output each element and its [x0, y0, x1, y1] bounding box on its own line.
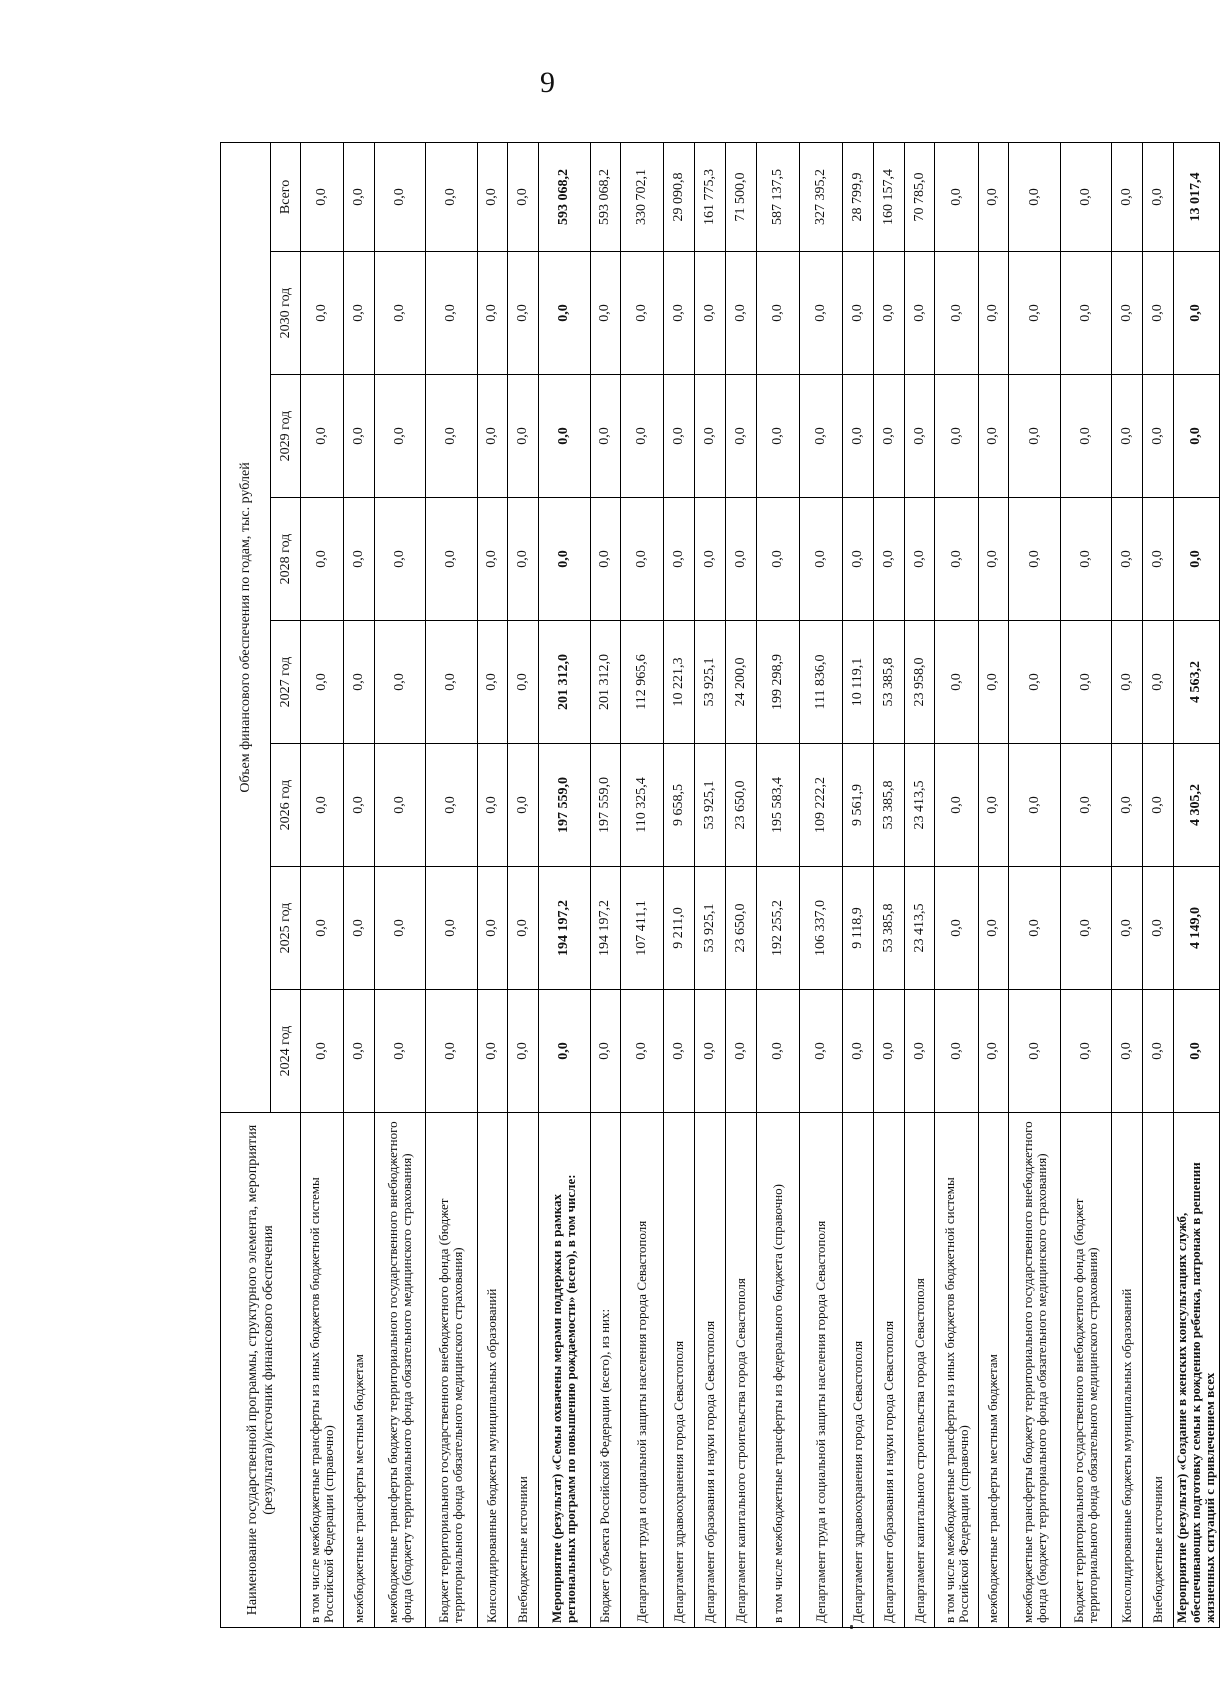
row-label: Мероприятие (результат) «Создание в женских консультациях служб, обеспечивающих подготовку семьи к рождению ребенка, патронаж в решении жизненных ситуаций с привлечением всех [1173, 1113, 1219, 1628]
table-row [1060, 142, 1111, 1627]
row-year-cell: 0,0 [726, 252, 757, 375]
row-year-cell: 0,0 [621, 990, 664, 1113]
row-year-cell: 0,0 [1060, 252, 1111, 375]
row-year-cell: 0,0 [873, 252, 904, 375]
row-year-cell: 0,0 [1142, 375, 1173, 498]
row-year-cell: 0,0 [590, 498, 621, 621]
row-year-cell: 0,0 [374, 867, 425, 990]
header-year: 2024 год [271, 990, 301, 1113]
row-year-cell: 0,0 [426, 621, 477, 744]
table-row [935, 142, 978, 1627]
row-year-cell: 0,0 [477, 621, 508, 744]
row-year-cell: 9 561,9 [843, 744, 874, 867]
row-year-cell: 23 958,0 [904, 621, 935, 744]
row-year-cell: 0,0 [344, 744, 375, 867]
row-year-cell: 0,0 [301, 375, 344, 498]
row-label: Департамент образования и науки города Севастополя [695, 1113, 726, 1628]
row-year-cell: 0,0 [1060, 744, 1111, 867]
row-total-cell: 0,0 [1009, 142, 1060, 251]
row-year-cell: 0,0 [756, 375, 799, 498]
row-year-cell: 0,0 [508, 744, 539, 867]
table-row [590, 142, 621, 1627]
row-total-cell: 327 395,2 [799, 142, 842, 251]
rotated-table-container [220, 143, 1220, 1628]
row-year-cell: 106 337,0 [799, 867, 842, 990]
row-year-cell: 0,0 [904, 375, 935, 498]
row-year-cell: 0,0 [426, 867, 477, 990]
row-label: межбюджетные трансферты местным бюджетам [978, 1113, 1009, 1628]
row-year-cell: 0,0 [843, 498, 874, 621]
table-row [374, 142, 425, 1627]
budget-table [220, 142, 1220, 1628]
row-label: межбюджетные трансферты бюджету территориального государственного внебюджетного фонда (бюджету территориального фонда обязательного медицинского страхования) [374, 1113, 425, 1628]
table-row [1142, 142, 1173, 1627]
row-year-cell: 0,0 [799, 252, 842, 375]
row-total-cell: 28 799,9 [843, 142, 874, 251]
row-year-cell: 0,0 [664, 990, 695, 1113]
row-total-cell: 71 500,0 [726, 142, 757, 251]
row-year-cell: 4 563,2 [1173, 621, 1219, 744]
row-year-cell: 0,0 [1142, 744, 1173, 867]
row-year-cell: 0,0 [590, 990, 621, 1113]
row-year-cell: 0,0 [426, 744, 477, 867]
row-year-cell: 0,0 [978, 375, 1009, 498]
row-year-cell: 0,0 [374, 621, 425, 744]
row-label: Бюджет территориального государственного внебюджетного фонда (бюджет территориального фонда обязательного медицинского страхования) [1060, 1113, 1111, 1628]
row-year-cell: 24 200,0 [726, 621, 757, 744]
row-year-cell: 23 650,0 [726, 867, 757, 990]
row-year-cell: 0,0 [695, 990, 726, 1113]
table-row [695, 142, 726, 1627]
row-year-cell: 201 312,0 [590, 621, 621, 744]
row-label: Консолидированные бюджеты муниципальных образований [1112, 1113, 1143, 1628]
table-row [978, 142, 1009, 1627]
row-label: Консолидированные бюджеты муниципальных образований [477, 1113, 508, 1628]
row-total-cell: 330 702,1 [621, 142, 664, 251]
row-total-cell: 587 137,5 [756, 142, 799, 251]
header-year: 2027 год [271, 621, 301, 744]
table-row [508, 142, 539, 1627]
row-year-cell: 4 149,0 [1173, 867, 1219, 990]
table-row [904, 142, 935, 1627]
table-row [799, 142, 842, 1627]
row-year-cell: 0,0 [539, 252, 590, 375]
row-year-cell: 0,0 [508, 498, 539, 621]
row-year-cell: 0,0 [621, 252, 664, 375]
row-label: Внебюджетные источники [508, 1113, 539, 1628]
row-year-cell: 0,0 [539, 375, 590, 498]
table-row [726, 142, 757, 1627]
row-year-cell: 0,0 [726, 990, 757, 1113]
row-label: в том числе межбюджетные трансферты из иных бюджетов бюджетной системы Российской Федерации (справочно) [935, 1113, 978, 1628]
row-year-cell: 0,0 [843, 375, 874, 498]
row-year-cell: 0,0 [1112, 621, 1143, 744]
row-label: Бюджет территориального государственного внебюджетного фонда (бюджет территориального фонда обязательного медицинского страхования) [426, 1113, 477, 1628]
row-year-cell: 0,0 [1112, 990, 1143, 1113]
row-year-cell: 0,0 [1142, 498, 1173, 621]
row-year-cell: 0,0 [477, 744, 508, 867]
row-year-cell: 0,0 [621, 498, 664, 621]
row-total-cell: 0,0 [935, 142, 978, 251]
row-year-cell: 0,0 [426, 252, 477, 375]
row-year-cell: 0,0 [301, 990, 344, 1113]
row-year-cell: 23 413,5 [904, 744, 935, 867]
row-year-cell: 0,0 [978, 498, 1009, 621]
row-year-cell: 0,0 [1060, 498, 1111, 621]
table-row [873, 142, 904, 1627]
header-year: 2025 год [271, 867, 301, 990]
header-name-column: Наименование государственной программы, структурного элемента, мероприятия (результата)/источник финансового обеспечения [221, 1113, 301, 1628]
row-year-cell: 0,0 [1009, 375, 1060, 498]
row-year-cell: 53 925,1 [695, 621, 726, 744]
row-year-cell: 0,0 [508, 990, 539, 1113]
row-year-cell: 0,0 [1173, 990, 1219, 1113]
row-year-cell: 0,0 [935, 375, 978, 498]
row-year-cell: 0,0 [301, 621, 344, 744]
row-year-cell: 0,0 [374, 375, 425, 498]
row-year-cell: 0,0 [978, 621, 1009, 744]
row-year-cell: 0,0 [935, 744, 978, 867]
table-row [664, 142, 695, 1627]
row-year-cell: 0,0 [935, 621, 978, 744]
row-year-cell: 0,0 [1173, 252, 1219, 375]
row-year-cell: 0,0 [344, 621, 375, 744]
row-year-cell: 194 197,2 [539, 867, 590, 990]
row-year-cell: 10 119,1 [843, 621, 874, 744]
row-label: межбюджетные трансферты местным бюджетам [344, 1113, 375, 1628]
page-number: 9 [540, 66, 555, 99]
row-label: в том числе межбюджетные трансферты из иных бюджетов бюджетной системы Российской Федерации (справочно) [301, 1113, 344, 1628]
row-year-cell: 0,0 [539, 498, 590, 621]
row-year-cell: 0,0 [935, 252, 978, 375]
row-year-cell: 0,0 [726, 498, 757, 621]
row-year-cell: 0,0 [301, 498, 344, 621]
row-total-cell: 0,0 [477, 142, 508, 251]
table-row [843, 142, 874, 1627]
row-label: Бюджет субъекта Российской Федерации (всего), из них: [590, 1113, 621, 1628]
row-year-cell: 0,0 [695, 375, 726, 498]
row-year-cell: 0,0 [344, 867, 375, 990]
header-year: 2028 год [271, 498, 301, 621]
row-year-cell: 0,0 [1060, 375, 1111, 498]
table-row [621, 142, 664, 1627]
table-row [539, 142, 590, 1627]
row-year-cell: 23 413,5 [904, 867, 935, 990]
row-total-cell: 29 090,8 [664, 142, 695, 251]
row-year-cell: 23 650,0 [726, 744, 757, 867]
row-year-cell: 0,0 [695, 498, 726, 621]
row-year-cell: 0,0 [1112, 375, 1143, 498]
row-year-cell: 0,0 [477, 375, 508, 498]
row-year-cell: 0,0 [590, 375, 621, 498]
table-row [426, 142, 477, 1627]
row-year-cell: 0,0 [978, 867, 1009, 990]
row-year-cell: 0,0 [664, 375, 695, 498]
row-year-cell: 197 559,0 [590, 744, 621, 867]
row-year-cell: 112 965,6 [621, 621, 664, 744]
row-year-cell: 0,0 [374, 498, 425, 621]
row-year-cell: 0,0 [873, 990, 904, 1113]
row-year-cell: 0,0 [799, 498, 842, 621]
row-label: Департамент здравоохранения города Севастополя [664, 1113, 695, 1628]
row-year-cell: 0,0 [508, 867, 539, 990]
row-total-cell: 0,0 [508, 142, 539, 251]
row-year-cell: 4 305,2 [1173, 744, 1219, 867]
row-label: Департамент здравоохранения города Севастополя [843, 1113, 874, 1628]
row-year-cell: 0,0 [799, 375, 842, 498]
row-year-cell: 0,0 [904, 990, 935, 1113]
row-total-cell: 0,0 [978, 142, 1009, 251]
header-year: 2029 год [271, 375, 301, 498]
row-year-cell: 9 118,9 [843, 867, 874, 990]
table-row [477, 142, 508, 1627]
row-total-cell: 0,0 [344, 142, 375, 251]
row-year-cell: 0,0 [1173, 375, 1219, 498]
row-year-cell: 0,0 [344, 375, 375, 498]
row-year-cell: 0,0 [1112, 252, 1143, 375]
row-year-cell: 0,0 [1142, 867, 1173, 990]
row-label: межбюджетные трансферты бюджету территориального государственного внебюджетного фонда (бюджету территориального фонда обязательного медицинского страхования) [1009, 1113, 1060, 1628]
row-total-cell: 0,0 [1112, 142, 1143, 251]
row-year-cell: 199 298,9 [756, 621, 799, 744]
row-total-cell: 161 775,3 [695, 142, 726, 251]
row-year-cell: 9 658,5 [664, 744, 695, 867]
row-year-cell: 0,0 [1142, 621, 1173, 744]
row-year-cell: 0,0 [1009, 744, 1060, 867]
row-year-cell: 0,0 [695, 252, 726, 375]
header-year: 2030 год [271, 252, 301, 375]
row-year-cell: 0,0 [477, 867, 508, 990]
row-year-cell: 0,0 [344, 498, 375, 621]
row-year-cell: 0,0 [1060, 990, 1111, 1113]
row-year-cell: 0,0 [664, 498, 695, 621]
row-year-cell: 0,0 [539, 990, 590, 1113]
row-year-cell: 192 255,2 [756, 867, 799, 990]
row-year-cell: 0,0 [1009, 498, 1060, 621]
row-year-cell: 53 385,8 [873, 867, 904, 990]
row-year-cell: 0,0 [621, 375, 664, 498]
row-year-cell: 0,0 [477, 990, 508, 1113]
row-year-cell: 109 222,2 [799, 744, 842, 867]
row-year-cell: 10 221,3 [664, 621, 695, 744]
row-total-cell: 593 068,2 [590, 142, 621, 251]
row-year-cell: 0,0 [1060, 867, 1111, 990]
row-label: в том числе межбюджетные трансферты из федерального бюджета (справочно) [756, 1113, 799, 1628]
row-total-cell: 593 068,2 [539, 142, 590, 251]
row-year-cell: 53 925,1 [695, 867, 726, 990]
table-row [301, 142, 344, 1627]
row-total-cell: 0,0 [301, 142, 344, 251]
row-year-cell: 0,0 [935, 990, 978, 1113]
row-year-cell: 0,0 [1112, 744, 1143, 867]
row-year-cell: 0,0 [664, 252, 695, 375]
row-label: Департамент образования и науки города Севастополя [873, 1113, 904, 1628]
row-year-cell: 0,0 [1009, 990, 1060, 1113]
table-row [1112, 142, 1143, 1627]
row-year-cell: 0,0 [978, 252, 1009, 375]
row-year-cell: 0,0 [508, 621, 539, 744]
row-year-cell: 0,0 [978, 990, 1009, 1113]
row-year-cell: 0,0 [904, 498, 935, 621]
row-year-cell: 0,0 [799, 990, 842, 1113]
row-year-cell: 53 385,8 [873, 744, 904, 867]
row-year-cell: 0,0 [1009, 867, 1060, 990]
row-year-cell: 0,0 [756, 252, 799, 375]
row-year-cell: 0,0 [843, 252, 874, 375]
row-label: Департамент труда и социальной защиты населения города Севастополя [621, 1113, 664, 1628]
row-total-cell: 0,0 [374, 142, 425, 251]
row-total-cell: 0,0 [426, 142, 477, 251]
row-year-cell: 0,0 [843, 990, 874, 1113]
row-year-cell: 0,0 [1142, 990, 1173, 1113]
row-year-cell: 0,0 [477, 252, 508, 375]
row-year-cell: 0,0 [1009, 252, 1060, 375]
row-year-cell: 107 411,1 [621, 867, 664, 990]
row-label: Департамент капитального строительства города Севастополя [726, 1113, 757, 1628]
header-year: Всего [271, 142, 301, 251]
row-label: Департамент капитального строительства города Севастополя [904, 1113, 935, 1628]
row-year-cell: 0,0 [1112, 498, 1143, 621]
row-year-cell: 0,0 [873, 498, 904, 621]
row-year-cell: 0,0 [1009, 621, 1060, 744]
row-year-cell: 0,0 [301, 867, 344, 990]
row-year-cell: 9 211,0 [664, 867, 695, 990]
row-year-cell: 0,0 [426, 375, 477, 498]
row-year-cell: 194 197,2 [590, 867, 621, 990]
row-year-cell: 111 836,0 [799, 621, 842, 744]
row-year-cell: 0,0 [508, 252, 539, 375]
row-total-cell: 70 785,0 [904, 142, 935, 251]
row-year-cell: 201 312,0 [539, 621, 590, 744]
row-year-cell: 197 559,0 [539, 744, 590, 867]
table-row [344, 142, 375, 1627]
row-year-cell: 0,0 [301, 252, 344, 375]
row-total-cell: 160 157,4 [873, 142, 904, 251]
row-year-cell: 0,0 [873, 375, 904, 498]
row-year-cell: 0,0 [756, 498, 799, 621]
row-year-cell: 110 325,4 [621, 744, 664, 867]
row-year-cell: 0,0 [935, 867, 978, 990]
row-year-cell: 0,0 [590, 252, 621, 375]
row-year-cell: 0,0 [344, 252, 375, 375]
row-label: Внебюджетные источники [1142, 1113, 1173, 1628]
row-year-cell: 0,0 [1112, 867, 1143, 990]
row-total-cell: 0,0 [1142, 142, 1173, 251]
row-year-cell: 53 925,1 [695, 744, 726, 867]
row-year-cell: 0,0 [1173, 498, 1219, 621]
row-year-cell: 0,0 [508, 375, 539, 498]
row-label: Мероприятие (результат) «Семьи охвачены мерами поддержки в рамках региональных программ по повышению рождаемости» (всего), в том числе: [539, 1113, 590, 1628]
row-year-cell: 0,0 [756, 990, 799, 1113]
header-year: 2026 год [271, 744, 301, 867]
row-year-cell: 0,0 [374, 744, 425, 867]
row-year-cell: 0,0 [477, 498, 508, 621]
row-year-cell: 0,0 [726, 375, 757, 498]
row-year-cell: 0,0 [301, 744, 344, 867]
row-total-cell: 13 017,4 [1173, 142, 1219, 251]
row-year-cell: 0,0 [978, 744, 1009, 867]
row-year-cell: 0,0 [904, 252, 935, 375]
row-year-cell: 0,0 [374, 990, 425, 1113]
row-year-cell: 0,0 [1060, 621, 1111, 744]
row-label: Департамент труда и социальной защиты населения города Севастополя [799, 1113, 842, 1628]
table-row [1173, 142, 1219, 1627]
table-row [1009, 142, 1060, 1627]
row-total-cell: 0,0 [1060, 142, 1111, 251]
row-year-cell: 0,0 [426, 498, 477, 621]
row-year-cell: 0,0 [935, 498, 978, 621]
table-row [756, 142, 799, 1627]
row-year-cell: 195 583,4 [756, 744, 799, 867]
row-year-cell: 0,0 [374, 252, 425, 375]
header-volume-group: Объем финансового обеспечения по годам, тыс. рублей [221, 142, 271, 1112]
row-year-cell: 53 385,8 [873, 621, 904, 744]
row-year-cell: 0,0 [1142, 252, 1173, 375]
row-year-cell: 0,0 [426, 990, 477, 1113]
row-year-cell: 0,0 [344, 990, 375, 1113]
